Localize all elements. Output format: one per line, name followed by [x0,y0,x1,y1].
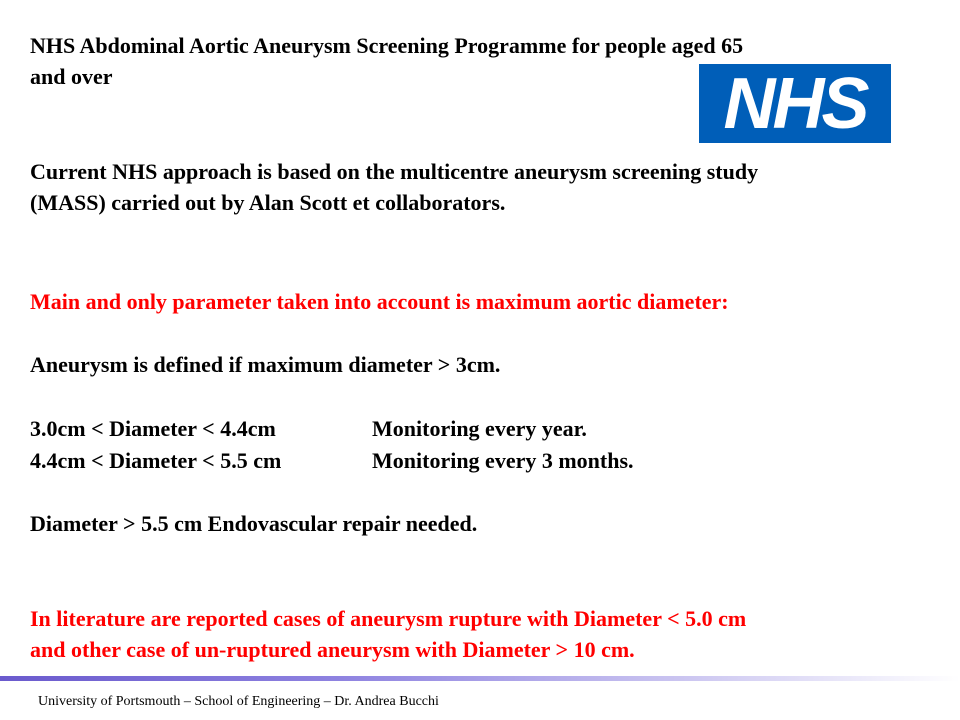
range-row-1 [30,413,587,444]
parameter-note: Main and only parameter taken into account is maximum aortic diameter: [30,289,729,314]
range-1-condition: 3.0cm < Diameter < 4.4cm [30,416,276,441]
range-2-condition: 4.4cm < Diameter < 5.5 cm [30,448,282,473]
literature-line-2: and other case of un-ruptured aneurysm with Diameter > 10 cm. [30,637,635,662]
intro-line-1: Current NHS approach is based on the multicentre aneurysm screening study [30,159,759,184]
range-1-action: Monitoring every year. [372,416,587,441]
repair-criterion: Diameter > 5.5 cm Endovascular repair needed. [30,511,478,536]
footer-divider [0,676,960,681]
aneurysm-definition: Aneurysm is defined if maximum diameter > 3cm. [30,352,501,377]
title-line-1: NHS Abdominal Aortic Aneurysm Screening Programme for people aged 65 [30,33,744,58]
literature-note [30,603,746,665]
literature-line-1: In literature are reported cases of aneurysm rupture with Diameter < 5.0 cm [30,606,747,631]
nhs-logo [699,64,891,143]
footer-text: University of Portsmouth – School of Engineering – Dr. Andrea Bucchi [38,694,439,709]
intro-paragraph [30,156,758,218]
intro-line-2: (MASS) carried out by Alan Scott et collaborators. [30,190,506,215]
range-2-action: Monitoring every 3 months. [372,448,634,473]
nhs-logo-text: NHS [723,63,867,144]
range-row-2 [30,445,634,476]
slide-title [30,30,743,92]
title-line-2: and over [30,64,113,89]
